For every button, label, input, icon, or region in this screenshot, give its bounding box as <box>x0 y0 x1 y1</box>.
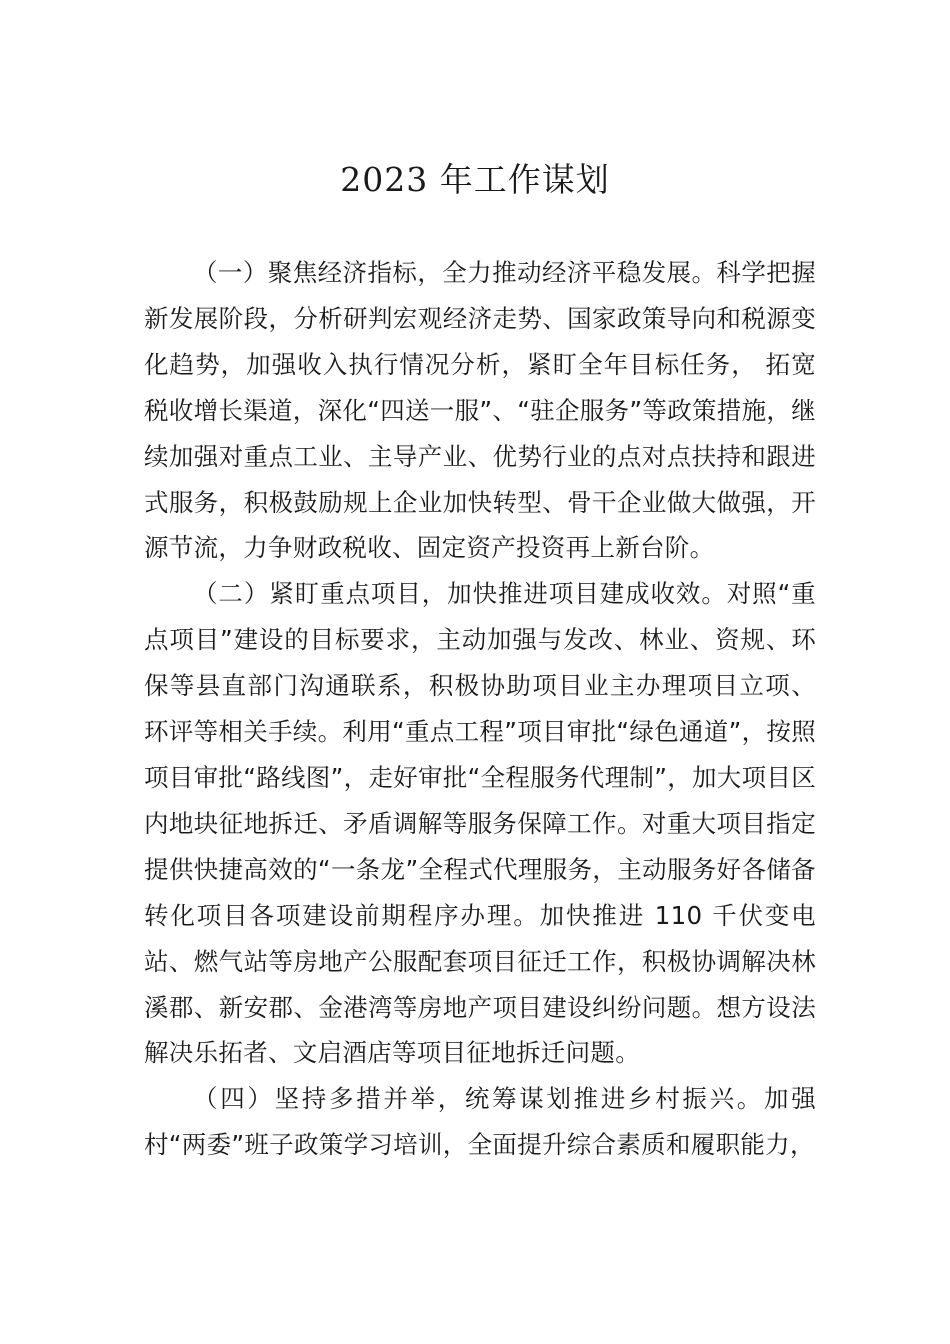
paragraph-1: （一）聚焦经济指标，全力推动经济平稳发展。科学把握新发展阶段，分析研判宏观经济走势、国家政策导向和税源变化趋势，加强收入执行情况分析，紧盯全年目标任务， 拓宽税收增长渠道，深化“四送一服”、“驻企服务”等政策措施，继续加强对重点工业、主导产业、优势行业的点对点扶持和跟进式服务，积极鼓励规上企业加快转型、骨干企业做大做强，开源节流，力争财政税收、固定资产投资再上新台阶。 <box>144 258 816 563</box>
paragraph-2: （二）紧盯重点项目，加快推进项目建成收效。对照“重点项目”建设的目标要求，主动加强与发改、林业、资规、环保等县直部门沟通联系，积极协助项目业主办理项目立项、 环评等相关手续。利用“重点工程”项目审批“绿色通道”，按照项目审批“路线图”，走好审批“全程服务代理制”，加大项目区内地块征地拆迁、矛盾调解等服务保障工作。对重大项目指定提供快捷高效的“一条龙”全程式代理服务，主动服务好各储备转化项目各项建设前期程序办理。加快推进 110 千伏变电站、燃气站等房地产公服配套项目征迁工作，积极协调解决林溪郡、新安郡、金港湾等房地产项目建设纠纷问题。想方设法解决乐拓者、文启酒店等项目征地拆迁问题。 <box>144 579 816 1068</box>
document-title: 2023 年工作谋划 <box>340 160 610 199</box>
document-body <box>144 250 816 1168</box>
paragraph-3: （四）坚持多措并举，统筹谋划推进乡村振兴。加强村“两委”班子政策学习培训，全面提升综合素质和履职能力， <box>144 1084 816 1160</box>
